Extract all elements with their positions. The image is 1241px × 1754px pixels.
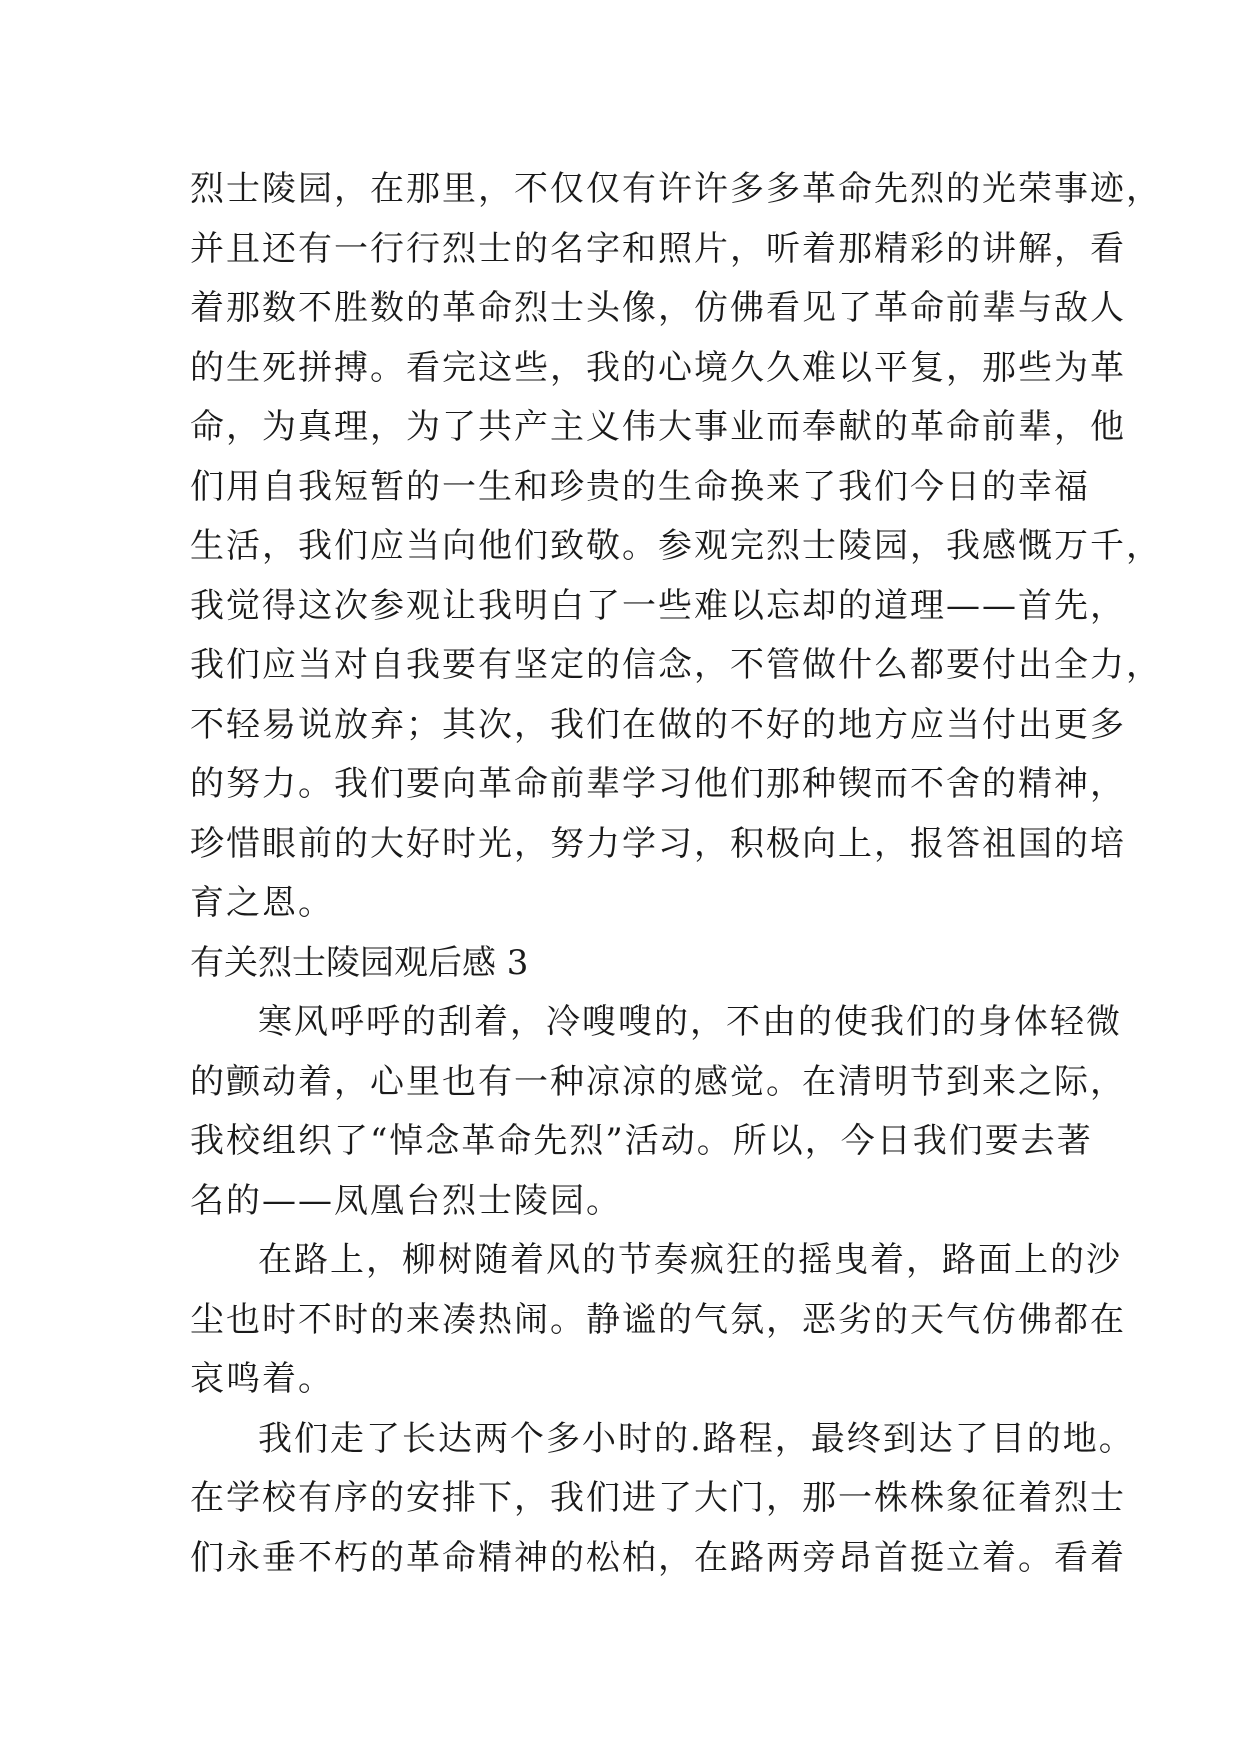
text-line: 尘也时不时的来凑热闹。静谧的气氛，恶劣的天气仿佛都在	[190, 1299, 1126, 1340]
text-line: 着那数不胜数的革命烈士头像，仿佛看见了革命前辈与敌人	[190, 288, 1126, 328]
document-body	[190, 160, 1162, 1588]
text-line: 的颤动着，心里也有一种凉凉的感觉。在清明节到来之际，	[190, 1061, 1126, 1102]
paragraph-4	[190, 1410, 1135, 1589]
text-line: 我觉得这次参观让我明白了一些难以忘却的道理——首先，	[190, 585, 1126, 626]
text-line: 在学校有序的安排下，我们进了大门，那一株株象征着烈士	[190, 1478, 1126, 1518]
text-line: 并且还有一行行烈士的名字和照片，听着那精彩的讲解，看	[190, 228, 1126, 269]
text-line: 们永垂不朽的革命精神的松柏，在路两旁昂首挺立着。看着	[190, 1537, 1126, 1578]
text-line: 的生死拼搏。看完这些，我的心境久久难以平复，那些为革	[190, 347, 1126, 388]
text-line: 们用自我短暂的一生和珍贵的生命换来了我们今日的幸福	[190, 466, 1090, 507]
paragraph-3	[190, 1231, 1126, 1410]
text-line: 我们应当对自我要有坚定的信念，不管做什么都要付出全力，	[190, 645, 1162, 685]
text-line: 在路上，柳树随着风的节奏疯狂的摇曳着，路面上的沙	[258, 1240, 1122, 1280]
section-title: 有关烈士陵园观后感 3	[190, 942, 529, 983]
text-line: 哀鸣着。	[190, 1359, 334, 1399]
paragraph-2	[190, 993, 1126, 1231]
text-line: 珍惜眼前的大好时光，努力学习，积极向上，报答祖国的培	[190, 823, 1126, 864]
text-line: 烈士陵园，在那里，不仅仅有许许多多革命先烈的光荣事迹，	[190, 169, 1162, 209]
paragraph-1	[190, 160, 1162, 934]
text-line: 寒风呼呼的刮着，冷嗖嗖的，不由的使我们的身体轻微	[258, 1002, 1122, 1042]
text-line: 我们走了长达两个多小时的.路程，最终到达了目的地。	[258, 1418, 1135, 1459]
text-line: 不轻易说放弃；其次，我们在做的不好的地方应当付出更多	[190, 704, 1126, 745]
text-line: 名的——凤凰台烈士陵园。	[190, 1180, 622, 1221]
text-line: 我校组织了“悼念革命先烈”活动。所以，今日我们要去著	[190, 1121, 1093, 1161]
text-line: 生活，我们应当向他们致敬。参观完烈士陵园，我感慨万千，	[190, 526, 1162, 566]
text-line: 命，为真理，为了共产主义伟大事业而奉献的革命前辈，他	[190, 407, 1126, 447]
text-line: 育之恩。	[190, 883, 334, 923]
text-line: 的努力。我们要向革命前辈学习他们那种锲而不舍的精神，	[190, 764, 1126, 804]
